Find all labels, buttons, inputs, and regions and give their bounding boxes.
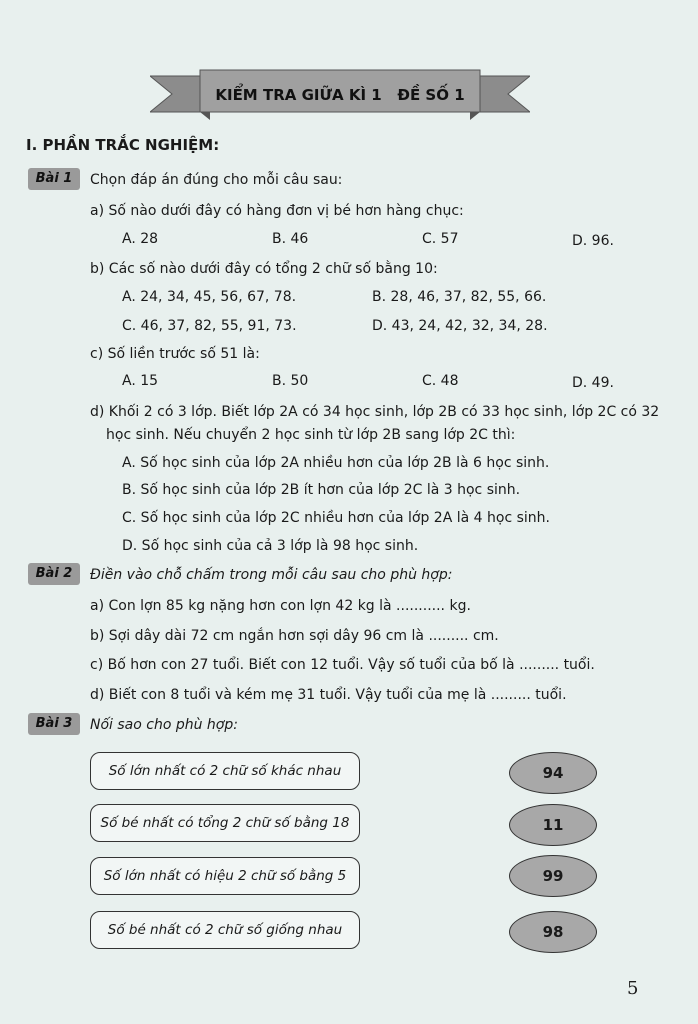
question-1d-line1: d) Khối 2 có 3 lớp. Biết lớp 2A có 34 học sinh, lớp 2B có 33 học sinh, lớp 2C có 32 — [90, 404, 660, 420]
option-1a-A: A. 28 — [122, 231, 159, 247]
match-right-number[interactable]: 99 — [509, 855, 597, 897]
question-1c: c) Số liền trước số 51 là: — [90, 346, 260, 362]
page-number: 5 — [627, 978, 639, 999]
question-1d-line2: học sinh. Nếu chuyển 2 học sinh từ lớp 2B sang lớp 2C thì: — [106, 427, 516, 443]
match-right-number[interactable]: 94 — [509, 752, 597, 794]
option-1b-D: D. 43, 24, 42, 32, 34, 28. — [372, 318, 548, 334]
exercise-badge-2: Bài 2 — [28, 563, 80, 585]
exercise-badge-3: Bài 3 — [28, 713, 80, 735]
question-1a: a) Số nào dưới đây có hàng đơn vị bé hơn hàng chục: — [90, 203, 464, 219]
exercise-1-instruction: Chọn đáp án đúng cho mỗi câu sau: — [90, 172, 343, 188]
match-left-item[interactable]: Số lớn nhất có 2 chữ số khác nhau — [90, 752, 360, 790]
option-1b-A: A. 24, 34, 45, 56, 67, 78. — [122, 289, 297, 305]
test-title: KIỂM TRA GIỮA KÌ 1 — [215, 86, 382, 104]
option-1b-B: B. 28, 46, 37, 82, 55, 66. — [372, 289, 547, 305]
option-1d-B: B. Số học sinh của lớp 2B ít hơn của lớp 2C là 3 học sinh. — [122, 482, 521, 498]
match-left-item[interactable]: Số bé nhất có tổng 2 chữ số bằng 18 — [90, 804, 360, 842]
option-1a-C: C. 57 — [422, 231, 459, 247]
option-1c-C: C. 48 — [422, 373, 459, 389]
option-1c-A: A. 15 — [122, 373, 159, 389]
match-left-item[interactable]: Số lớn nhất có hiệu 2 chữ số bằng 5 — [90, 857, 360, 895]
option-1a-B: B. 46 — [272, 231, 309, 247]
question-2a: a) Con lợn 85 kg nặng hơn con lợn 42 kg là ........... kg. — [90, 598, 471, 614]
question-2b: b) Sợi dây dài 72 cm ngắn hơn sợi dây 96 cm là ......... cm. — [90, 628, 499, 644]
option-1d-C: C. Số học sinh của lớp 2C nhiều hơn của lớp 2A là 4 học sinh. — [122, 510, 550, 526]
option-1b-C: C. 46, 37, 82, 55, 91, 73. — [122, 318, 297, 334]
question-2c: c) Bố hơn con 27 tuổi. Biết con 12 tuổi. Vậy số tuổi của bố là ......... tuổi. — [90, 657, 595, 673]
match-right-number[interactable]: 98 — [509, 911, 597, 953]
option-1d-A: A. Số học sinh của lớp 2A nhiều hơn của lớp 2B là 6 học sinh. — [122, 455, 550, 471]
match-right-number[interactable]: 11 — [509, 804, 597, 846]
option-1c-B: B. 50 — [272, 373, 309, 389]
test-number: ĐỀ SỐ 1 — [397, 86, 465, 104]
option-1c-D: D. 49. — [572, 375, 614, 391]
question-2d: d) Biết con 8 tuổi và kém mẹ 31 tuổi. Vậy tuổi của mẹ là ......... tuổi. — [90, 687, 567, 703]
option-1d-D: D. Số học sinh của cả 3 lớp là 98 học sinh. — [122, 538, 419, 554]
section-heading: I. PHẦN TRẮC NGHIỆM: — [26, 136, 220, 154]
match-left-item[interactable]: Số bé nhất có 2 chữ số giống nhau — [90, 911, 360, 949]
page-title — [200, 80, 480, 110]
exercise-3-instruction: Nối sao cho phù hợp: — [90, 717, 238, 733]
exercise-2-instruction: Điền vào chỗ chấm trong mỗi câu sau cho phù hợp: — [90, 567, 453, 583]
question-1b: b) Các số nào dưới đây có tổng 2 chữ số bằng 10: — [90, 261, 438, 277]
exercise-badge-1: Bài 1 — [28, 168, 80, 190]
option-1a-D: D. 96. — [572, 233, 614, 249]
